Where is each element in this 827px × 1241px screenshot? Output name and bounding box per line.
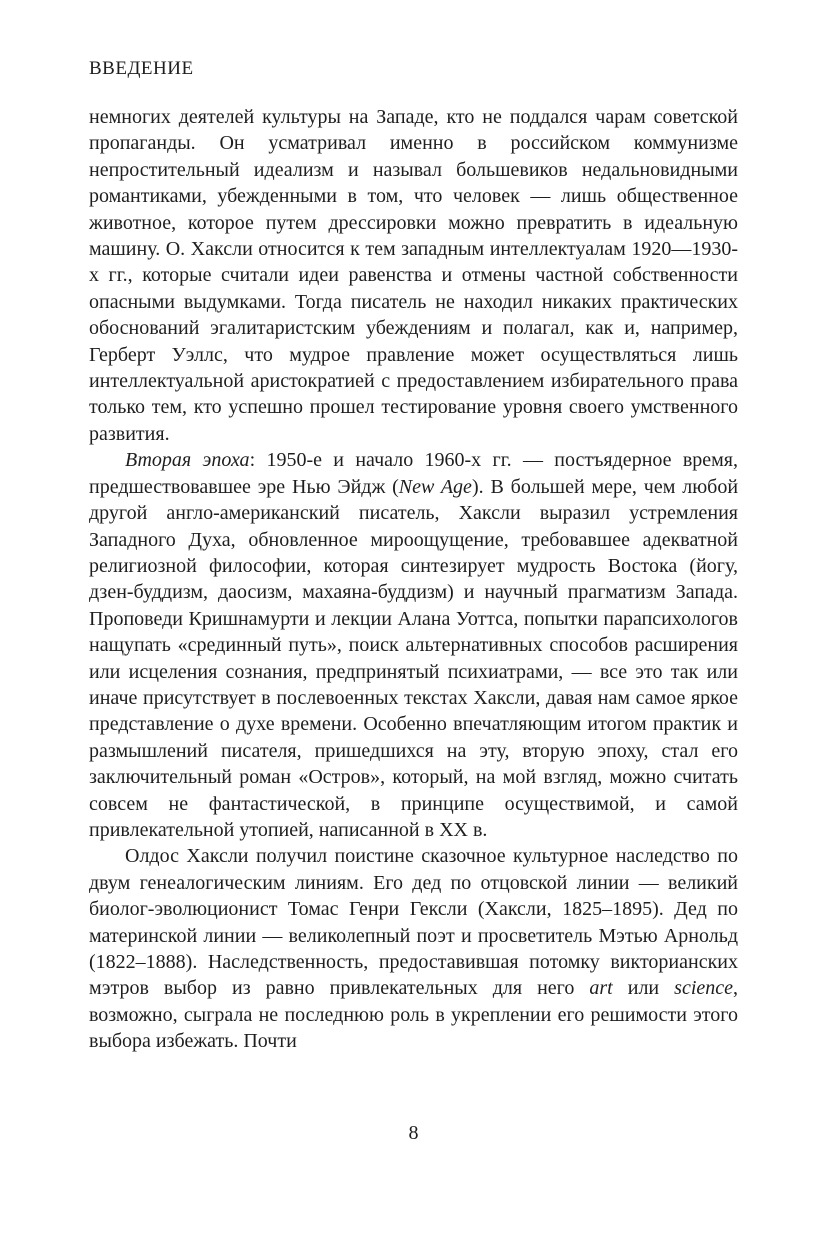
page-number: 8 — [408, 1122, 419, 1144]
paragraph-2-emphasis: New Age — [398, 475, 472, 498]
paragraph-3 — [89, 843, 738, 1054]
paragraph-3-emphasis-art: art — [589, 977, 613, 1000]
paragraph-2-part-b: ). В большей мере, чем любой другой англо-американский писатель, Хаксли выразил устремления Западного Духа, обновленное мироощущение, требовавшее адекватной религиозной философии, которая синтезирует мудрость Востока (йогу, дзен-буддизм, даосизм, махаяна-буддизм) и научный прагматизм Запада. Проповеди Кришнамурти и лекции Алана Уоттса, попытки парапсихологов нащупать «срединный путь», поиск альтернативных способов расширения или исцеления сознания, предпринятый психиатрами, — все это так или иначе присутствует в послевоенных текстах Хаксли, давая нам самое яркое представление о духе времени. Особенно впечатляющим итогом практик и размышлений писателя, пришедшихся на эту, вторую эпоху, стал его заключительный роман «Остров», который, на мой взгляд, можно считать совсем не фантастической, в принципе осуществимой, и самой привлекательной утопией, написанной в XX в. — [89, 475, 739, 841]
paragraph-2-lead: Вторая эпоха — [125, 449, 250, 472]
paragraph-1: немногих деятелей культуры на Западе, кто не поддался чарам советской пропаганды. Он усматривал именно в российском коммунизме непростительный идеализм и называл большевиков недальновидными романтиками, убежденными в том, что человек — лишь общественное животное, которое путем дрессировки можно превратить в идеальную машину. О. Хаксли относится к тем западным интеллектуалам 1920—1930-х гг., которые считали идеи равенства и отмены частной собственности опасными выдумками. Тогда писатель не находил никаких практических обоснований эгалитаристским убеждениям и полагал, как и, например, Герберт Уэллс, что мудрое правление может осуществляться лишь интеллектуальной аристократией с предоставлением избирательного права только тем, кто успешно прошел тестирование уровня своего умственного развития. — [89, 106, 738, 445]
paragraph-3-conjunction: или — [612, 977, 675, 1000]
body-text — [89, 104, 738, 1055]
running-head: ВВЕДЕНИЕ — [89, 58, 194, 79]
paragraph-3-part-b: , возможно, сыграла не последнюю роль в укреплении его решимости этого выбора избежать. Почти — [89, 977, 739, 1053]
paragraph-3-part-a: Олдос Хаксли получил поистине сказочное культурное наследство по двум генеалогическим линиям. Его дед по отцовской линии — великий биолог-эволюционист Томас Генри Гексли (Хаксли, 1825–1895). Дед по материнской линии — великолепный поэт и просветитель Мэтью Арнольд (1822–1888). Наследственность, предоставившая потомку викторианских мэтров выбор из равно привлекательных для него — [89, 845, 738, 1000]
paragraph-2 — [89, 447, 738, 843]
paragraph-3-emphasis-science: science — [674, 977, 734, 1000]
paragraph-2-part-a: : 1950-е и начало 1960-х гг. — постъядерное время, предшествовавшее эре Нью Эйдж ( — [89, 449, 739, 498]
